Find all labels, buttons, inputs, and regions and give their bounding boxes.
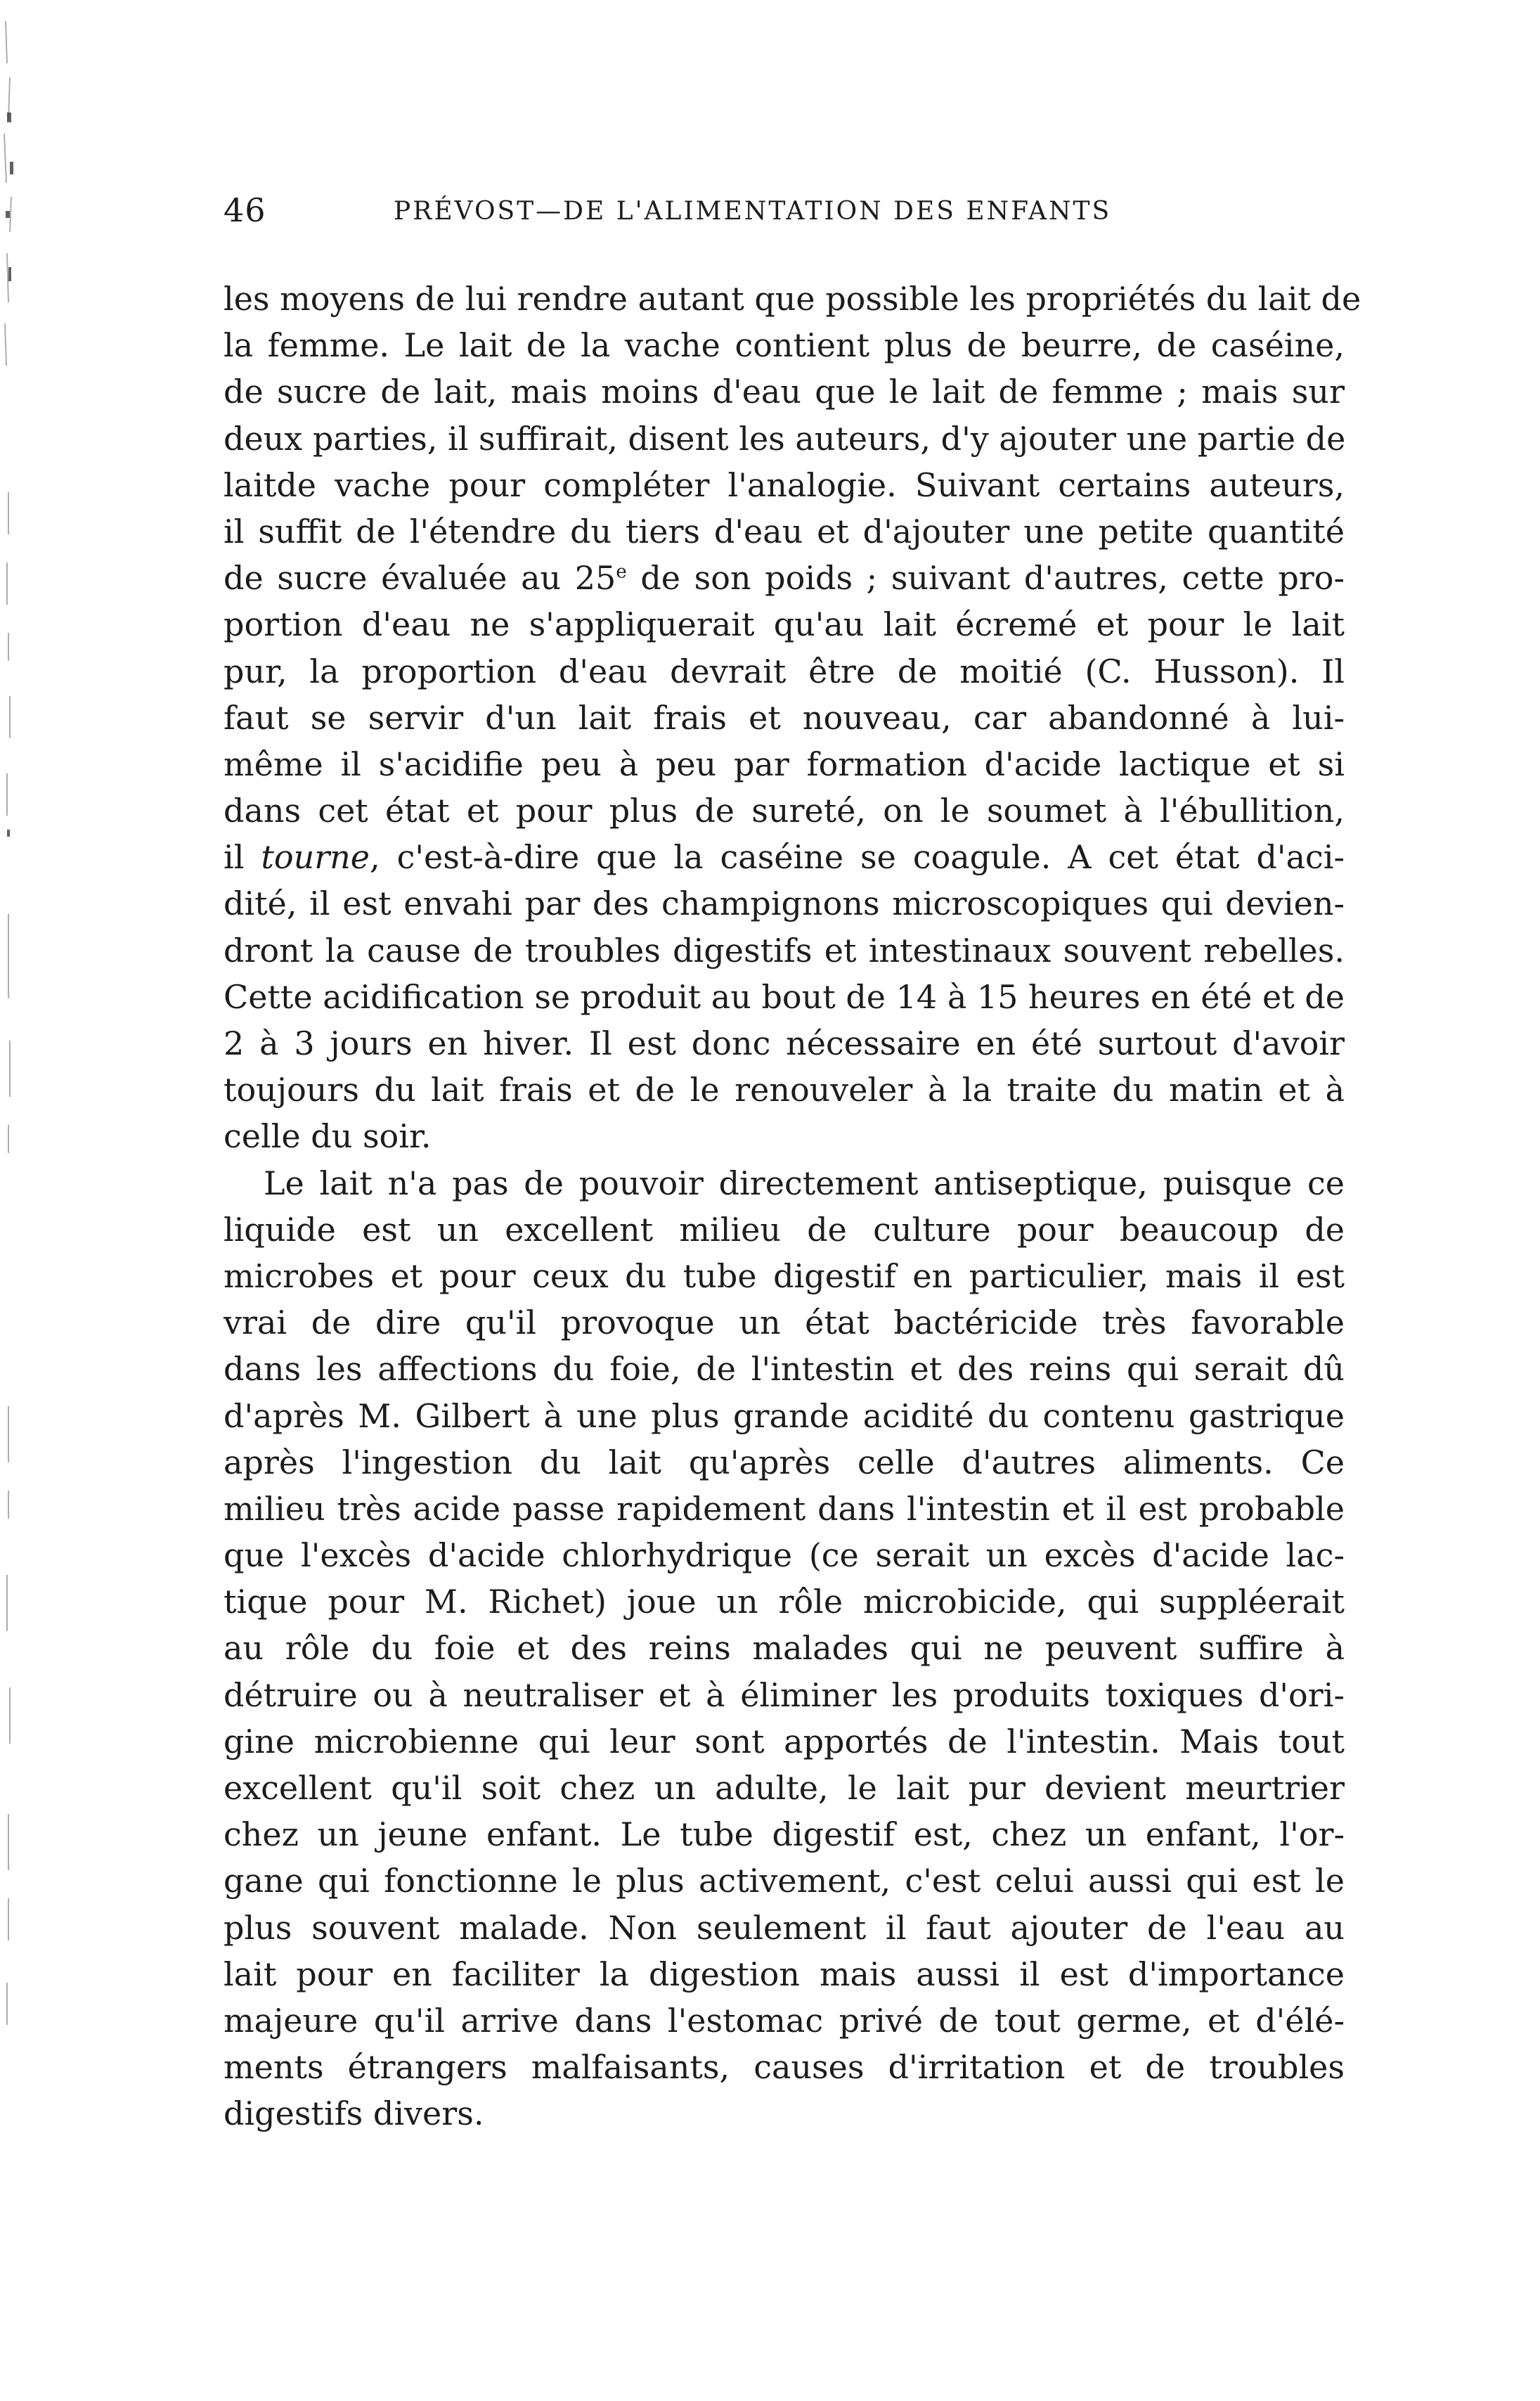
text-line: portion d'eau ne s'appliquerait qu'au lait écremé et pour le lait [224,605,1345,644]
text-line: après l'ingestion du lait qu'après celle d'autres aliments. Ce [224,1443,1345,1481]
text-line: gine microbienne qui leur sont apportés de l'intestin. Mais tout [224,1722,1345,1760]
text-line: dront la cause de troubles digestifs et intestinaux souvent rebelles. [224,931,1345,970]
text-line [224,834,1345,880]
text-fragment: il [224,838,261,877]
text-fragment: de sucre évaluée au 25 [224,559,616,598]
running-title: PRÉVOST—DE L'ALIMENTATION DES ENFANTS [394,197,1112,226]
text-line: digestifs divers. [224,2094,484,2133]
text-line: au rôle du foie et des reins malades qui ne peuvent suffire à [224,1629,1345,1668]
superscript: e [616,561,627,583]
text-line: toujours du lait frais et de le renouveler à la traite du matin et à [224,1071,1345,1109]
text-line: milieu très acide passe rapidement dans l'intestin et il est probable [224,1489,1345,1528]
text-line: celle du soir. [224,1117,432,1156]
text-line: la femme. Le lait de la vache contient plus de beurre, de caséine, [224,326,1345,365]
text-line: il suffit de l'étendre du tiers d'eau et d'ajouter une petite quantité [224,512,1345,551]
text-line: détruire ou à neutraliser et à éliminer les produits toxiques d'ori- [224,1675,1345,1714]
text-line: Cette acidification se produit au bout de 14 à 15 heures en été et de [224,977,1345,1016]
italic-word: tourne [261,838,370,877]
text-line: faut se servir d'un lait frais et nouveau, car abandonné à lui- [224,698,1345,737]
text-line: liquide est un excellent milieu de culture pour beaucoup de [224,1210,1345,1249]
text-line: lait pour en faciliter la digestion mais aussi il est d'importance [224,1955,1345,1993]
text-line: 2 à 3 jours en hiver. Il est donc nécessaire en été surtout d'avoir [224,1024,1345,1062]
text-line: de sucre de lait, mais moins d'eau que le lait de femme ; mais sur [224,373,1345,411]
text-line: microbes et pour ceux du tube digestif en particulier, mais il est [224,1256,1345,1295]
text-fragment: de son poids ; suivant d'autres, cette pro- [626,559,1345,598]
text-line: excellent qu'il soit chez un adulte, le lait pur devient meurtrier [224,1769,1345,1807]
page-number: 46 [224,191,266,229]
text-line: d'après M. Gilbert à une plus grande acidité du contenu gastrique [224,1396,1345,1435]
text-line: vrai de dire qu'il provoque un état bactéricide très favorable [224,1304,1345,1342]
text-line: gane qui fonctionne le plus activement, c'est celui aussi qui est le [224,1862,1345,1900]
text-line: dité, il est envahi par des champignons microscopiques qui devien- [224,884,1345,923]
scan-edge-marks [0,0,42,2401]
text-line: deux parties, il suffirait, disent les auteurs, d'y ajouter une partie de [224,419,1346,458]
text-line: plus souvent malade. Non seulement il faut ajouter de l'eau au [224,1908,1345,1947]
text-line: pur, la proportion d'eau devrait être de moitié (C. Husson). Il [224,652,1345,690]
text-line: chez un jeune enfant. Le tube digestif est, chez un enfant, l'or- [224,1815,1345,1854]
text-line: ments étrangers malfaisants, causes d'irritation et de troubles [224,2048,1345,2087]
text-line: dans cet état et pour plus de sureté, on le soumet à l'ébullition, [224,792,1345,830]
text-line: les moyens de lui rendre autant que possible les propriétés du lait de [224,280,1361,318]
body-text [224,276,1361,2137]
text-line: Le lait n'a pas de pouvoir directement antiseptique, puisque ce [264,1164,1345,1202]
text-line: majeure qu'il arrive dans l'estomac privé de tout germe, et d'élé- [224,2001,1345,2040]
text-line [224,555,1345,601]
text-line: dans les affections du foie, de l'intestin et des reins qui serait dû [224,1350,1345,1389]
text-line: tique pour M. Richet) joue un rôle microbicide, qui suppléerait [224,1583,1345,1621]
text-line: même il s'acidifie peu à peu par formation d'acide lactique et si [224,745,1345,783]
text-fragment: , c'est-à-dire que la caséine se coagule. A cet état d'aci- [370,838,1345,877]
text-line: laitde vache pour compléter l'analogie. Suivant certains auteurs, [224,465,1345,504]
running-header [224,191,1278,240]
text-line: que l'excès d'acide chlorhydrique (ce serait un excès d'acide lac- [224,1536,1345,1575]
